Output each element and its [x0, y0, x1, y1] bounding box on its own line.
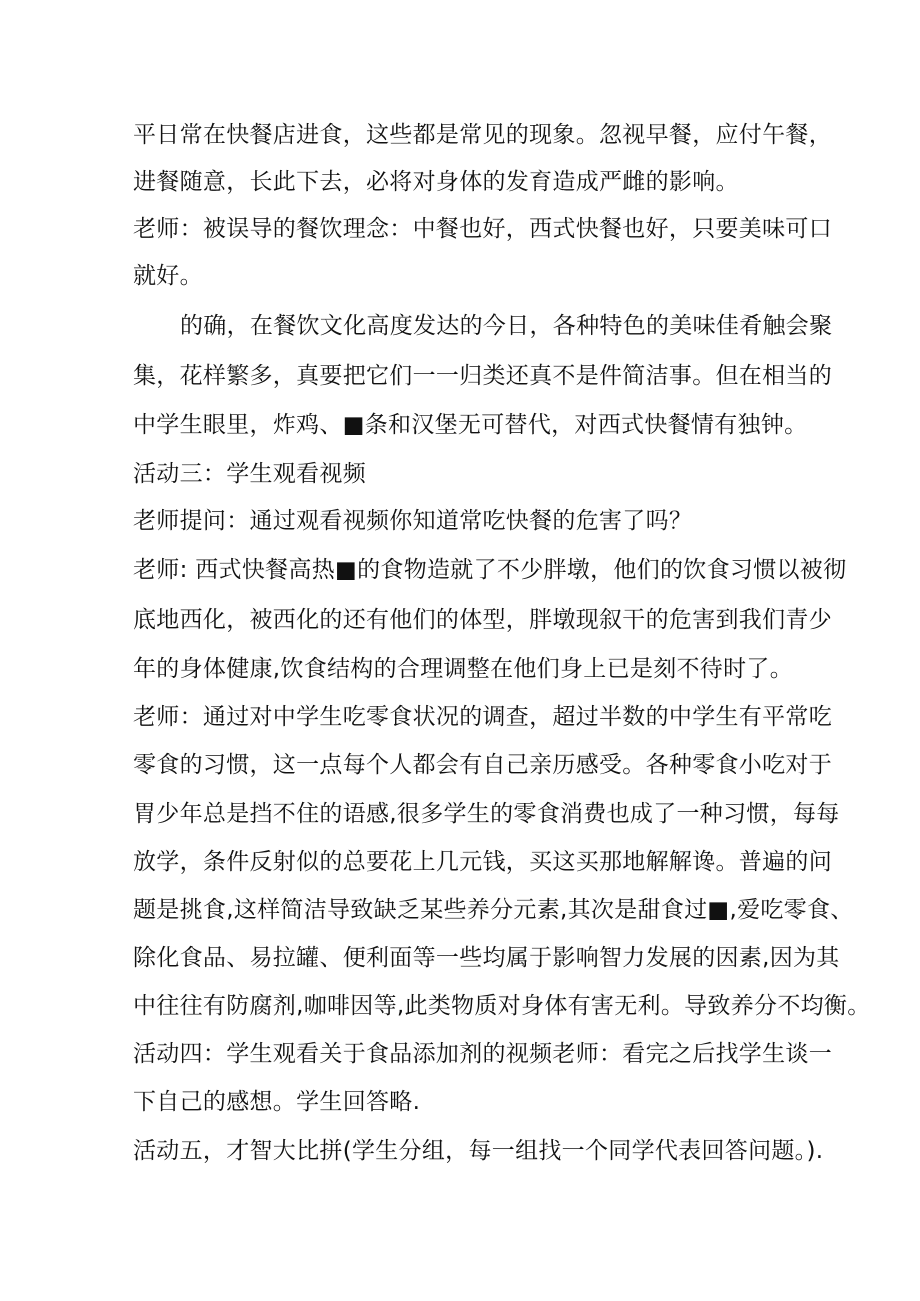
text-line: 中往往有防腐剂,咖啡因等,此类物质对身体有害无利。导致养分不均衡。: [133, 993, 871, 1019]
text-line: 下自己的感想。学生回答略.: [133, 1089, 421, 1115]
text-line: 进餐随意，长此下去，必将对身体的发育造成严雌的影响。: [133, 169, 739, 195]
text-line: 平日常在快餐店进食，这些都是常见的现象。忽视早餐，应付午餐，: [133, 122, 832, 148]
text-line: 中学生眼里，炸鸡、■条和汉堡无可替代，对西式快餐情有独钟。: [133, 412, 808, 438]
text-line: 底地西化，被西化的还有他们的体型，胖墩现叙干的危害到我们青少: [133, 607, 832, 633]
text-line: 就好。: [133, 263, 203, 289]
text-line: 老师提问：通过观看视频你知道常吃快餐的危害了吗？: [133, 508, 693, 534]
text-line: 老师：通过对中学生吃零食状况的调查，超过半数的中学生有平常吃: [133, 704, 832, 730]
text-line: 零食的习惯，这一点每个人都会有自己亲历感受。各种零食小吃对于: [133, 752, 832, 778]
text-line: 老师: 西式快餐高热■的食物造就了不少胖墩，他们的饮食习惯以被彻: [133, 557, 847, 583]
text-line: 胃少年总是挡不住的语感,很多学生的零食消费也成了一种习惯，每每: [133, 801, 840, 827]
text-line: 老师：被误导的餐饮理念：中餐也好，西式快餐也好，只要美味可口: [133, 216, 832, 242]
text-line: 年的身体健康,饮食结构的合理调整在他们身上已是刻不待时了。: [133, 656, 794, 682]
text-line: 除化食品、易拉罐、便利面等一些均属于影响智力发展的因素,因为其: [133, 945, 840, 971]
section-heading: 活动五，才智大比拼(学生分组，每一组找一个同学代表回答问题。).: [133, 1138, 824, 1164]
section-heading: 活动三：学生观看视频: [133, 461, 366, 487]
text-line: 的确，在餐饮文化高度发达的今日，各种特色的美味佳肴触会聚: [180, 313, 833, 339]
text-line: 集，花样繁多，真要把它们一一归类还真不是件简洁事。但在相当的: [133, 363, 832, 389]
section-heading: 活动四：学生观看关于食品添加剂的视频老师：看完之后找学生谈一: [133, 1041, 832, 1067]
text-line: 放学，条件反射似的总要花上几元钱，买这买那地解解谗。普遍的问: [133, 849, 832, 875]
text-line: 题是挑食,这样简洁导致缺乏某些养分元素,其次是甜食过■,爱吃零食、: [133, 897, 854, 923]
